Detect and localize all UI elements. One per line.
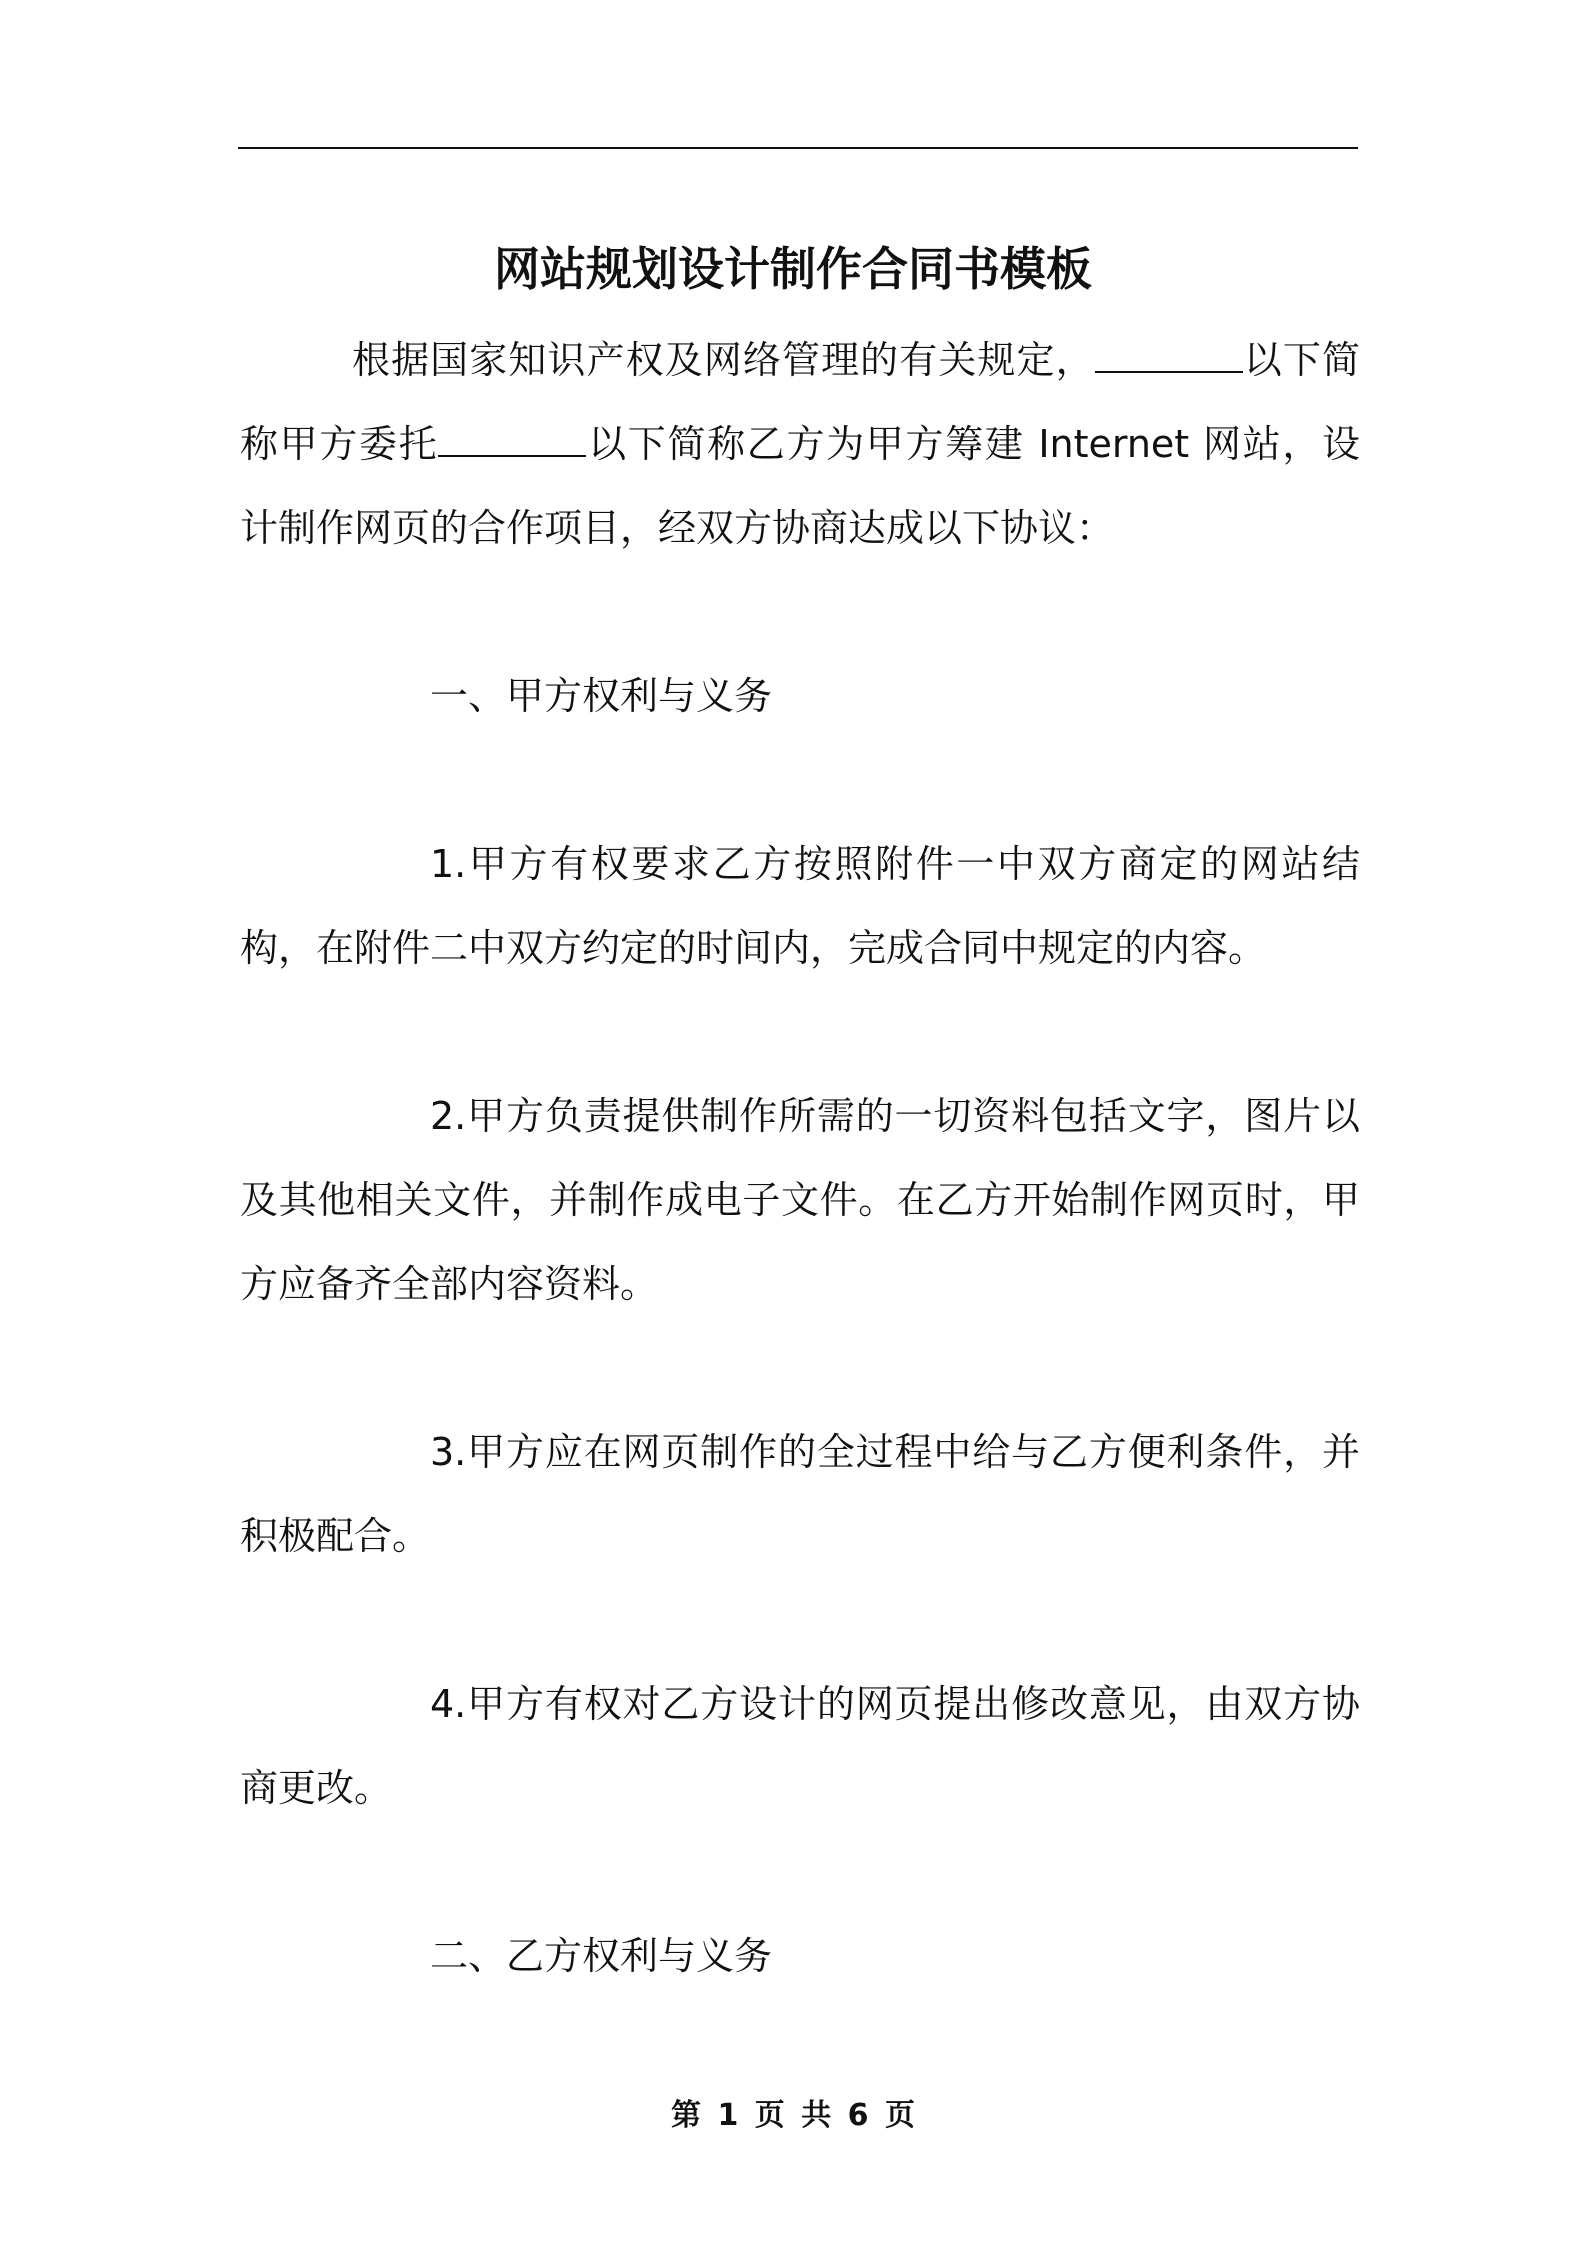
party-a-blank (1095, 337, 1243, 373)
spacer (240, 1326, 1360, 1410)
intro-paragraph (240, 318, 1360, 570)
spacer (240, 990, 1360, 1074)
spacer (240, 570, 1360, 654)
clause-paragraph: 4.甲方有权对乙方设计的网页提出修改意见，由双方协商更改。 (240, 1682, 1360, 1810)
page-number: 第 1 页 共 6 页 (671, 2098, 915, 2133)
intro-text-3: 以下简称乙方为甲方筹建 Internet 网站，设计制作网页的合作项目，经双方协商达成以下协议： (240, 422, 1360, 550)
clause-paragraph: 2.甲方负责提供制作所需的一切资料包括文字，图片以及其他相关文件，并制作成电子文件。在乙方开始制作网页时，甲方应备齐全部内容资料。 (240, 1094, 1360, 1306)
intro-text-2: 以下简称甲方委托 (240, 338, 1360, 466)
spacer (240, 738, 1360, 822)
party-b-blank (438, 421, 586, 457)
document-body (240, 318, 1360, 1998)
spacer (240, 1830, 1360, 1914)
section-heading: 一、甲方权利与义务 (430, 674, 773, 718)
clause-paragraph: 1.甲方有权要求乙方按照附件一中双方商定的网站结构，在附件二中双方约定的时间内，完成合同中规定的内容。 (240, 842, 1360, 970)
intro-text-1: 根据国家知识产权及网络管理的有关规定， (352, 338, 1095, 382)
document-title: 网站规划设计制作合同书模板 (494, 241, 1092, 296)
spacer (240, 1578, 1360, 1662)
section-heading: 二、乙方权利与义务 (430, 1934, 773, 1978)
clause-paragraph: 3.甲方应在网页制作的全过程中给与乙方便利条件，并积极配合。 (240, 1430, 1360, 1558)
header-rule (238, 147, 1358, 149)
